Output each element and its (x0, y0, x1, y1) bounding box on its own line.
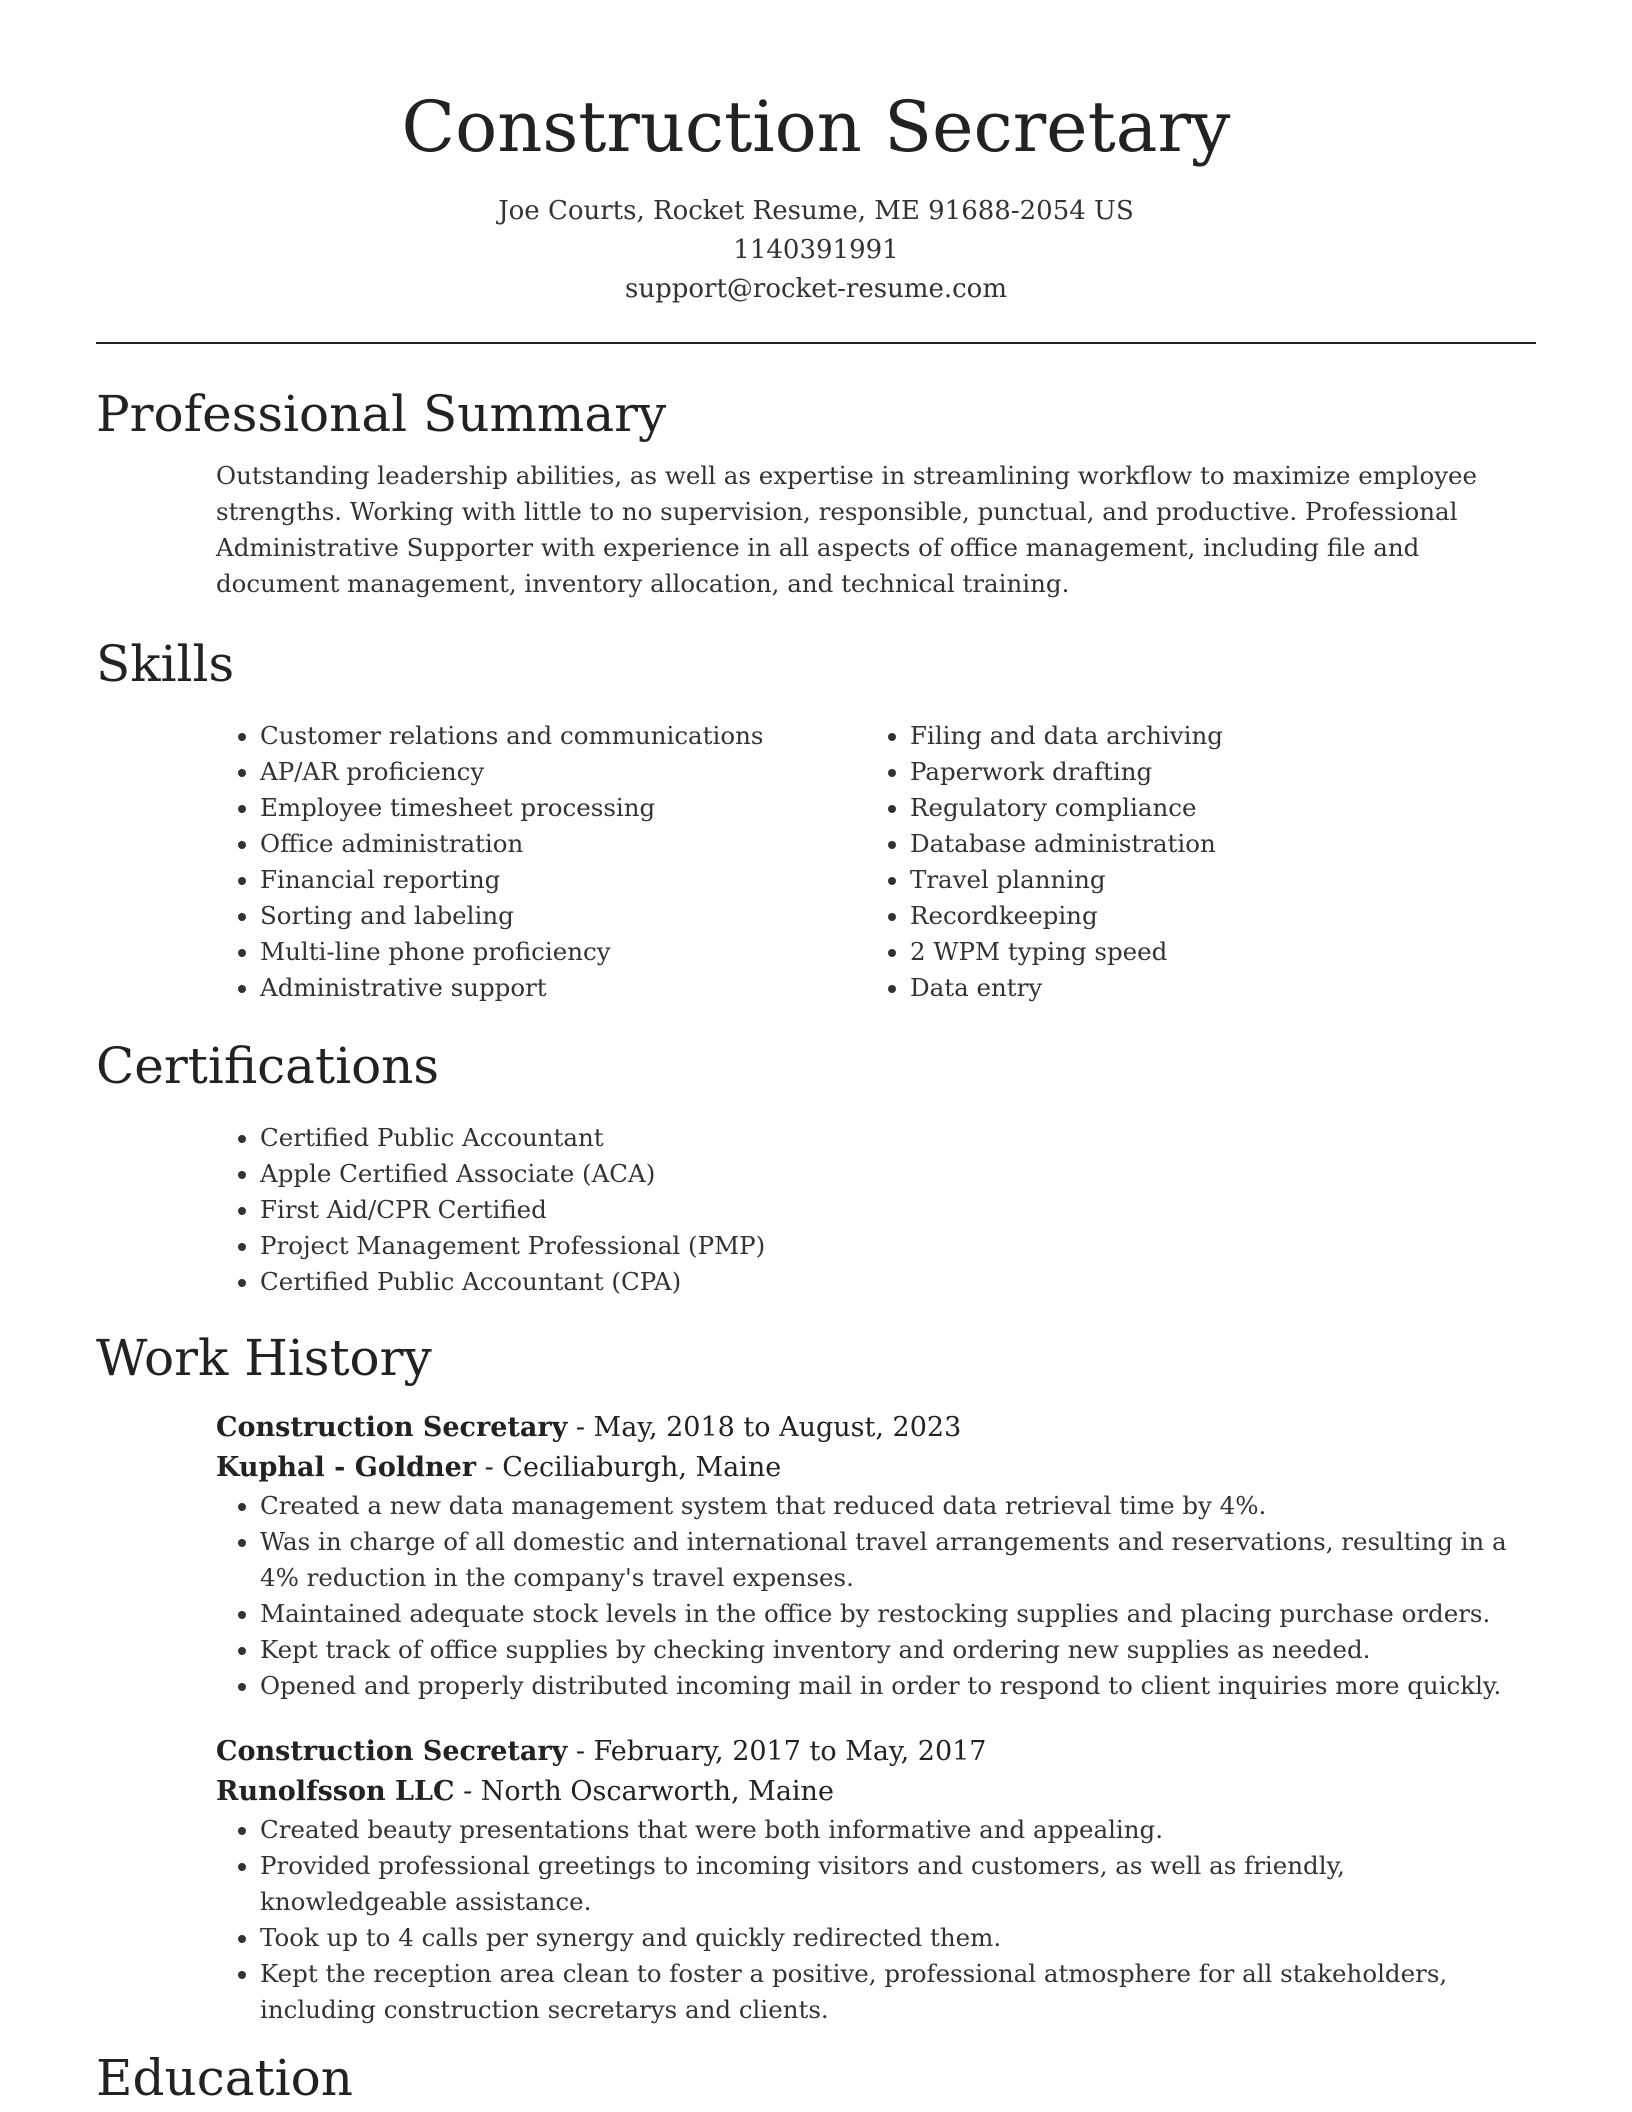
job-duties-list (216, 1812, 1536, 2028)
skill-item: • Sorting and labeling (260, 898, 866, 934)
job-duty-item: • Kept the reception area clean to foster a positive, professional atmosphere for all stakeholders, including construction secretarys and clients. (260, 1956, 1536, 2028)
certification-item: • Project Management Professional (PMP) (260, 1228, 1536, 1264)
job-dates: - February, 2017 to May, 2017 (567, 1736, 987, 1767)
skill-item: • Office administration (260, 826, 866, 862)
job-duty-item: • Was in charge of all domestic and international travel arrangements and reservations, resulting in a 4% reduction in the company's travel expenses. (260, 1524, 1536, 1596)
skill-item: • Financial reporting (260, 862, 866, 898)
certification-item: • Certified Public Accountant (260, 1120, 1536, 1156)
contact-address: Joe Courts, Rocket Resume, ME 91688-2054 US (498, 196, 1134, 226)
job-duty-item: • Created a new data management system that reduced data retrieval time by 4%. (260, 1488, 1536, 1524)
certification-item: • Certified Public Accountant (CPA) (260, 1264, 1536, 1300)
skill-item: • Travel planning (910, 862, 1516, 898)
job-company-line (216, 1448, 1536, 1488)
skill-item: • Filing and data archiving (910, 718, 1516, 754)
skills-column-left (216, 718, 866, 1006)
job-duty-item: • Took up to 4 calls per synergy and quickly redirected them. (260, 1920, 1536, 1956)
section-title-certifications: Certifications (96, 1037, 440, 1095)
job-company: Kuphal - Goldner (216, 1452, 477, 1483)
skill-item: • Customer relations and communications (260, 718, 866, 754)
header-divider (96, 342, 1536, 344)
job-location: - Ceciliaburgh, Maine (476, 1452, 782, 1483)
job-role-line (216, 1408, 1536, 1448)
section-title-summary: Professional Summary (96, 385, 667, 443)
job-dates: - May, 2018 to August, 2023 (567, 1412, 962, 1443)
skill-item: • Administrative support (260, 970, 866, 1006)
job-duties-list (216, 1488, 1536, 1704)
certifications-list (216, 1120, 1536, 1300)
job-entry (216, 1408, 1536, 1704)
skills-column-right (866, 718, 1516, 1006)
job-duty-item: • Opened and properly distributed incoming mail in order to respond to client inquiries more quickly. (260, 1668, 1536, 1704)
job-duty-item: • Created beauty presentations that were both informative and appealing. (260, 1812, 1536, 1848)
certifications-block (216, 1120, 1536, 1300)
resume-page (96, 0, 1536, 2108)
job-company-line (216, 1772, 1536, 1812)
skill-item: • AP/AR proficiency (260, 754, 866, 790)
skill-item: • Paperwork drafting (910, 754, 1516, 790)
skill-item: • Multi-line phone proficiency (260, 934, 866, 970)
job-role-line (216, 1732, 1536, 1772)
skill-item: • Regulatory compliance (910, 790, 1516, 826)
job-role: Construction Secretary (216, 1736, 568, 1767)
summary-text: Outstanding leadership abilities, as well as expertise in streamlining workflow to maximize employee strengths. Working with little to no supervision, responsible, punctual, and productive. Professional Administrative Supporter with experience in all aspects of office management, including file and document management, inventory allocation, and technical training. (216, 461, 1478, 598)
job-duty-item: • Kept track of office supplies by checking inventory and ordering new supplies as needed. (260, 1632, 1536, 1668)
job-duty-item: • Maintained adequate stock levels in the office by restocking supplies and placing purchase orders. (260, 1596, 1536, 1632)
skills-list-right (866, 718, 1516, 1006)
skill-item: • 2 WPM typing speed (910, 934, 1516, 970)
job-entry (216, 1732, 1536, 2028)
certification-item: • First Aid/CPR Certified (260, 1192, 1536, 1228)
skills-grid (216, 718, 1536, 1006)
resume-header (96, 0, 1536, 309)
section-title-education: Education (96, 2049, 353, 2107)
skill-item: • Data entry (910, 970, 1516, 1006)
skills-list-left (216, 718, 866, 1006)
job-location: - North Oscarworth, Maine (454, 1776, 834, 1807)
job-role: Construction Secretary (216, 1412, 568, 1443)
job-duty-item: • Provided professional greetings to incoming visitors and customers, as well as friendly, knowledgeable assistance. (260, 1848, 1536, 1920)
contact-block (96, 192, 1536, 309)
certification-item: • Apple Certified Associate (ACA) (260, 1156, 1536, 1192)
contact-email: support@rocket-resume.com (624, 274, 1007, 304)
skill-item: • Recordkeeping (910, 898, 1516, 934)
contact-phone: 1140391991 (733, 235, 899, 265)
skill-item: • Employee timesheet processing (260, 790, 866, 826)
skill-item: • Database administration (910, 826, 1516, 862)
resume-title: Construction Secretary (401, 86, 1231, 168)
section-title-work-history: Work History (96, 1329, 432, 1387)
section-title-skills: Skills (96, 635, 235, 693)
job-company: Runolfsson LLC (216, 1776, 455, 1807)
